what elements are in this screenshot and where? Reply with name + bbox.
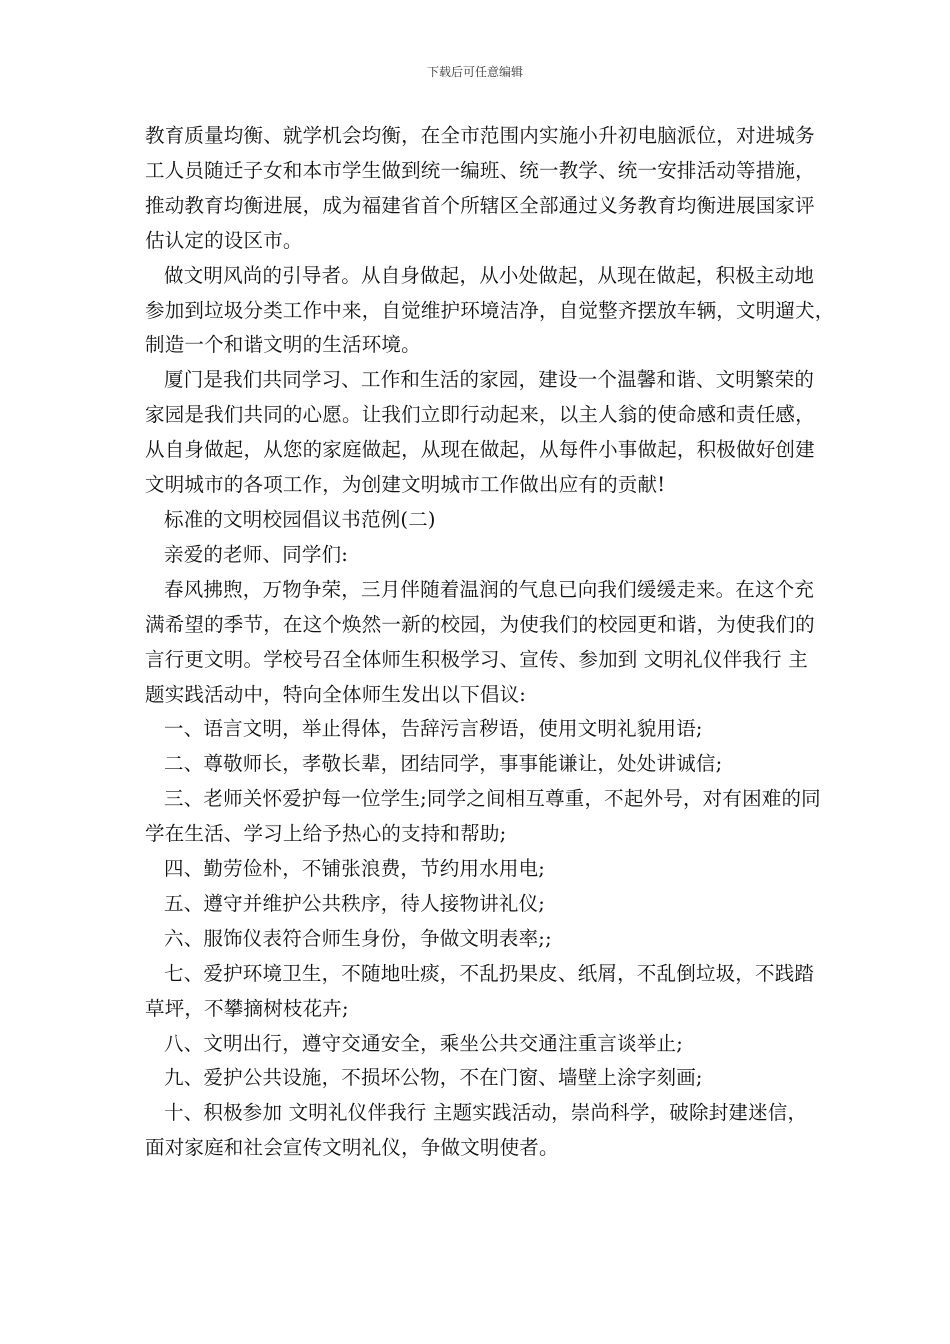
list-item-text: 九、爱护公共设施，不损坏公物，不在门窗、墙壁上涂字刻画; xyxy=(164,1066,703,1090)
list-item-text: 二、尊敬师长，孝敬长辈，团结同学，事事能谦让，处处讲诚信; xyxy=(164,752,723,776)
text-line-content: 做文明风尚的引导者。从自身做起，从小处做起，从现在做起，积极主动地 xyxy=(164,263,815,287)
list-item-text: 七、爱护环境卫生，不随地吐痰，不乱扔果皮、纸屑，不乱倒垃圾，不践踏 xyxy=(164,961,815,985)
list-item xyxy=(145,712,810,747)
text-line: 草坪，不攀摘树枝花卉; xyxy=(145,996,349,1020)
text-line: 推动教育均衡进展，成为福建省首个所辖区全部通过义务教育均衡进展国家评 xyxy=(145,193,815,217)
list-item-text: 六、服饰仪表符合师生身份，争做文明表率;; xyxy=(164,926,552,950)
text-line xyxy=(145,259,815,294)
page-header: 下载后可任意编辑 xyxy=(426,65,523,79)
list-item xyxy=(145,852,810,887)
text-line: 面对家庭和社会宣传文明礼仪，争做文明使者。 xyxy=(145,1136,559,1160)
section-heading-text: 标准的文明校园倡议书范例(二) xyxy=(164,507,436,531)
text-line xyxy=(145,573,815,608)
list-item xyxy=(145,922,810,957)
text-line: 学在生活、学习上给予热心的支持和帮助; xyxy=(145,822,507,846)
list-item xyxy=(145,1096,810,1131)
text-line: 家园是我们共同的心愿。让我们立即行动起来，以主人翁的使命感和责任感， xyxy=(145,403,815,427)
salutation xyxy=(145,538,810,573)
list-item-text: 三、老师关怀爱护每一位学生;同学之间相互尊重，不起外号，对有困难的同 xyxy=(164,787,821,811)
text-line: 言行更文明。学校号召全体师生积极学习、宣传、参加到 文明礼仪伴我行 主 xyxy=(145,647,808,671)
list-item xyxy=(145,747,810,782)
document-body xyxy=(145,119,835,1166)
text-line: 制造一个和谐文明的生活环境。 xyxy=(145,333,421,357)
list-item-text: 四、勤劳俭朴，不铺张浪费，节约用水用电; xyxy=(164,857,546,881)
text-line-content: 春风拂煦，万物争荣，三月伴随着温润的气息已向我们缓缓走来。在这个充 xyxy=(164,577,815,601)
list-item-text: 五、遵守并维护公共秩序，待人接物讲礼仪; xyxy=(164,891,546,915)
text-line xyxy=(145,363,815,398)
list-item xyxy=(145,957,815,992)
list-item xyxy=(145,1061,810,1096)
section-heading xyxy=(145,503,810,538)
list-item-text: 八、文明出行，遵守交通安全，乘坐公共交通注重言谈举止; xyxy=(164,1031,683,1055)
text-line: 从自身做起，从您的家庭做起，从现在做起，从每件小事做起，积极做好创建 xyxy=(145,438,815,462)
text-line: 满希望的季节，在这个焕然一新的校园，为使我们的校园更和谐，为使我们的 xyxy=(145,612,815,636)
text-line: 题实践活动中，特向全体师生发出以下倡议: xyxy=(145,682,527,706)
text-line: 文明城市的各项工作，为创建文明城市工作做出应有的贡献! xyxy=(145,473,666,497)
salutation-text: 亲爱的老师、同学们: xyxy=(164,542,349,566)
list-item-text: 十、积极参加 文明礼仪伴我行 主题实践活动，崇尚科学，破除封建迷信， xyxy=(164,1101,808,1125)
list-item xyxy=(145,1027,810,1062)
text-line: 参加到垃圾分类工作中来，自觉维护环境洁净，自觉整齐摆放车辆，文明遛犬， xyxy=(145,298,835,322)
text-line: 估认定的设区市。 xyxy=(145,228,303,252)
list-item xyxy=(145,782,821,817)
list-item xyxy=(145,887,810,922)
text-line: 工人员随迁子女和本市学生做到统一编班、统一教学、统一安排活动等措施， xyxy=(145,158,815,182)
text-line: 教育质量均衡、就学机会均衡，在全市范围内实施小升初电脑派位，对进城务 xyxy=(145,124,815,147)
list-item-text: 一、语言文明，举止得体，告辞污言秽语，使用文明礼貌用语; xyxy=(164,717,703,741)
text-line-content: 厦门是我们共同学习、工作和生活的家园，建设一个温馨和谐、文明繁荣的 xyxy=(164,368,815,392)
